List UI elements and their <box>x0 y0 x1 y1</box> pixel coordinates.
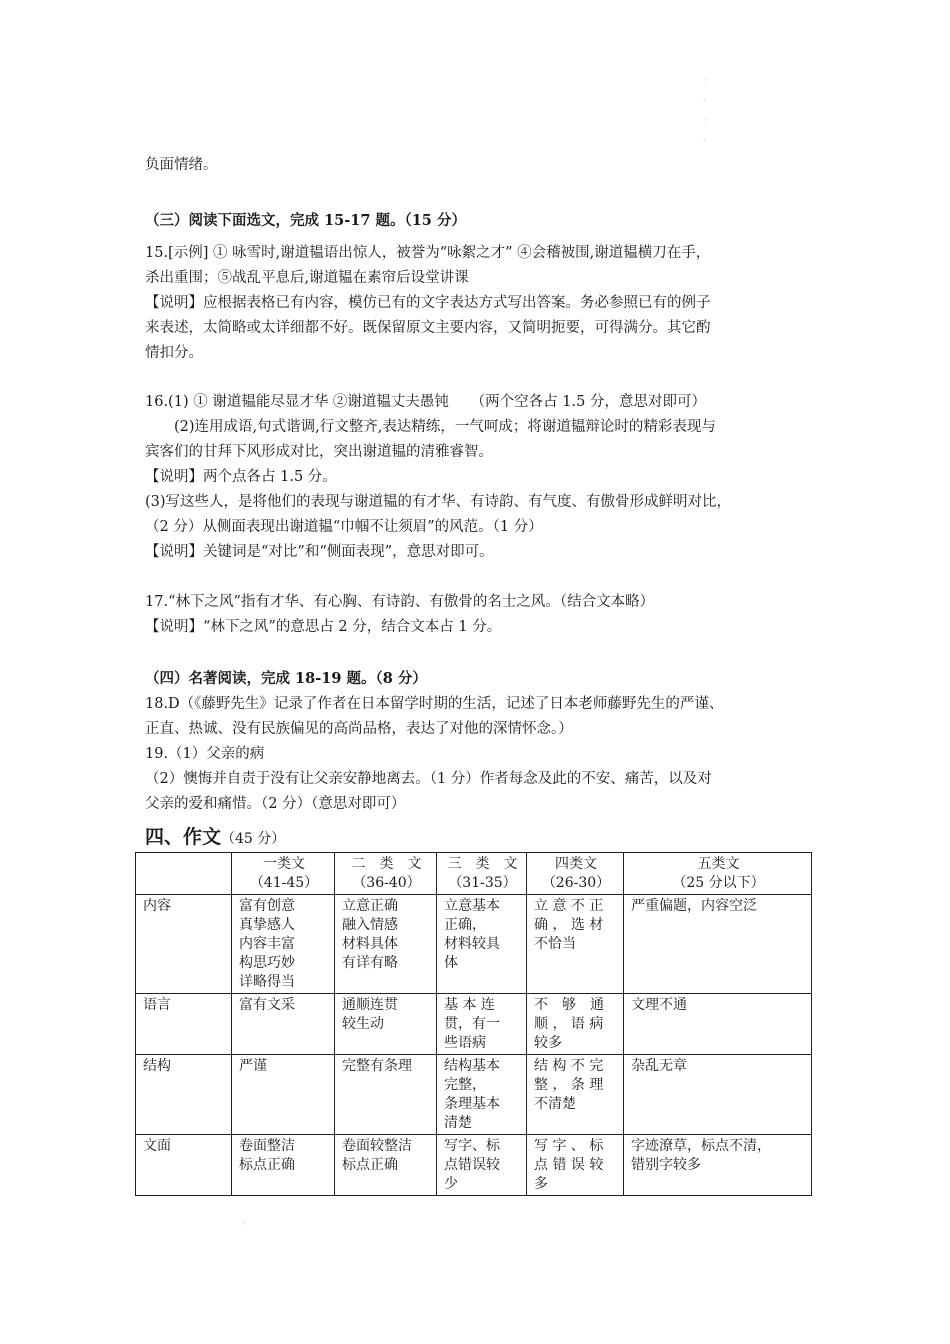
cell-text: 错别字较多 <box>631 1157 701 1173</box>
cell-text: 立意正确 <box>342 898 398 914</box>
margin-dot: · <box>703 76 706 85</box>
cell-text: 多 <box>534 1176 548 1192</box>
table-cell <box>232 1135 335 1196</box>
cell-text: 立意基本 <box>444 898 500 914</box>
cell-text: 标点正确 <box>342 1157 398 1173</box>
cell-text: 写 字 、 标 <box>534 1138 604 1154</box>
margin-dot: · <box>703 96 706 105</box>
q19-line: 19.（1）父亲的病 <box>145 746 265 762</box>
cell-text: 体 <box>444 955 458 971</box>
table-cell <box>624 1135 812 1196</box>
q16-line: (3)写这些人，是将他们的表现与谢道韫的有才华、有诗韵、有气度、有傲骨形成鲜明对比， <box>145 494 732 510</box>
header-text: （31-35） <box>448 875 517 891</box>
margin-dot: · <box>703 116 706 125</box>
cell-text: 些语病 <box>444 1035 486 1051</box>
q16-note: 【说明】两个点各占 1.5 分。 <box>145 469 337 485</box>
row-label: 语言 <box>136 994 232 1055</box>
table-cell <box>624 994 812 1055</box>
cell-text: 不恰当 <box>534 936 576 952</box>
q17-note: 【说明】“林下之风”的意思占 2 分，结合文本占 1 分。 <box>145 619 502 635</box>
q15-line: 杀出重围；⑤战乱平息后,谢道韫在素帘后设堂讲课 <box>145 270 469 286</box>
cell-text: 文理不通 <box>631 997 687 1013</box>
table-cell <box>624 895 812 994</box>
q16-line: （2 分）从侧面表现出谢道韫“巾帼不让须眉”的风范。（1 分） <box>145 519 543 535</box>
table-row <box>136 895 812 994</box>
table-cell <box>335 895 437 994</box>
cell-text: 贯，有一 <box>444 1016 500 1032</box>
cell-text: 点 错 误 较 <box>534 1157 604 1173</box>
table-row <box>136 1135 812 1196</box>
table-header-cell <box>335 853 437 895</box>
table-header-cell <box>232 853 335 895</box>
q19-line: 父亲的爱和痛惜。（2 分）（意思对即可） <box>145 796 406 812</box>
header-text: （36-40） <box>352 875 421 891</box>
table-cell <box>527 1055 624 1135</box>
cell-text: 立 意 不 正 <box>534 898 604 914</box>
cell-text: 点错误较 <box>444 1157 500 1173</box>
essay-grading-table <box>135 852 812 1196</box>
cell-text: 材料具体 <box>342 936 398 952</box>
q15-note: 【说明】应根据表格已有内容，模仿已有的文字表达方式写出答案。务必参照已有的例子 <box>145 295 711 311</box>
header-text: 二 类 文 <box>351 856 422 872</box>
table-cell <box>527 994 624 1055</box>
table-cell <box>437 895 527 994</box>
cell-text: 有详有略 <box>342 955 398 971</box>
table-row <box>136 994 812 1055</box>
q16-line: 16.(1) ① 谢道韫能尽显才华 ②谢道韫丈夫愚钝 （两个空各占 1.5 分，意思对即可） <box>145 394 706 410</box>
cell-text: 富有创意 <box>239 898 295 914</box>
q15-line: 15.[示例] ① 咏雪时,谢道韫语出惊人，被誉为“咏絮之才” ④会稽被围,谢道韫横刀在手， <box>145 245 711 261</box>
cell-text: 标点正确 <box>239 1157 295 1173</box>
cell-text: 严谨 <box>239 1058 267 1074</box>
cell-text: 严重偏题，内容空泛 <box>631 898 757 914</box>
table-cell <box>335 1135 437 1196</box>
table-cell <box>437 1135 527 1196</box>
cell-text: 顺 ， 语 病 <box>534 1016 604 1032</box>
cell-text: 结构基本 <box>444 1058 500 1074</box>
q18-line: 18.D（《藤野先生》记录了作者在日本留学时期的生活，记述了日本老师藤野先生的严谨、 <box>145 696 724 712</box>
header-text: （25 分以下） <box>672 875 765 891</box>
cell-text: 清楚 <box>444 1115 472 1131</box>
header-text: （26-30） <box>541 875 611 891</box>
cell-text: 正确， <box>444 917 486 933</box>
cell-text: 结 构 不 完 <box>534 1058 604 1074</box>
q15-note: 来表述，太简略或太详细都不好。既保留原文主要内容，又简明扼要，可得满分。其它酌 <box>145 320 711 336</box>
table-header-row <box>136 853 812 895</box>
header-text: （41-45） <box>249 875 319 891</box>
cell-text: 真挚感人 <box>239 917 295 933</box>
q19-line: （2）懊悔并自责于没有让父亲安静地离去。（1 分）作者每念及此的不安、痛苦，以及对 <box>145 771 712 787</box>
table-header-cell <box>624 853 812 895</box>
essay-heading: 四、作文（45 分） <box>145 826 286 848</box>
cell-text: 卷面整洁 <box>239 1138 295 1154</box>
cell-text: 少 <box>444 1176 458 1192</box>
cell-text: 不 够 通 <box>534 997 604 1013</box>
cell-text: 内容丰富 <box>239 936 295 952</box>
header-text: 五类文 <box>697 856 740 872</box>
header-text: 四类文 <box>555 856 597 872</box>
cell-text: 条理基本 <box>444 1096 500 1112</box>
table-cell <box>232 994 335 1055</box>
cell-text: 整 ， 条 理 <box>534 1077 604 1093</box>
q16-line: (2)连用成语,句式谐调,行文整齐,表达精练，一气呵成；将谢道韫辩论时的精彩表现与 <box>145 419 716 435</box>
header-text: 一类文 <box>263 856 305 872</box>
table-row <box>136 1055 812 1135</box>
margin-dot: · <box>703 136 706 145</box>
essay-points: （45 分） <box>221 831 286 847</box>
table-cell <box>232 895 335 994</box>
table-header-cell <box>136 853 232 895</box>
table-header-cell <box>527 853 624 895</box>
table-header-cell <box>437 853 527 895</box>
cell-text: 杂乱无章 <box>631 1058 687 1074</box>
cell-text: 完整有条理 <box>342 1058 412 1074</box>
q16-note: 【说明】关键词是“对比”和“侧面表现”，意思对即可。 <box>145 544 494 560</box>
continuation-text: 负面情绪。 <box>145 157 218 173</box>
section4-heading: （四）名著阅读，完成 18-19 题。（8 分） <box>145 670 427 687</box>
header-text: 三 类 文 <box>447 856 518 872</box>
q16-line: 宾客们的甘拜下风形成对比，突出谢道韫的清雅睿智。 <box>145 444 493 460</box>
cell-text: 材料较具 <box>444 936 500 952</box>
cell-text: 不清楚 <box>534 1096 576 1112</box>
table-cell <box>527 1135 624 1196</box>
cell-text: 写字、标 <box>444 1138 500 1154</box>
cell-text: 较生动 <box>342 1016 384 1032</box>
cell-text: 完整， <box>444 1077 486 1093</box>
cell-text: 确 ， 选 材 <box>534 917 604 933</box>
table-cell <box>527 895 624 994</box>
cell-text: 字迹潦草，标点不清， <box>631 1138 771 1154</box>
cell-text: 基 本 连 <box>444 997 495 1013</box>
table-cell <box>335 994 437 1055</box>
table-cell <box>624 1055 812 1135</box>
q15-note: 情扣分。 <box>145 345 203 361</box>
section3-heading: （三）阅读下面选文，完成 15-17 题。（15 分） <box>145 212 466 229</box>
cell-text: 详略得当 <box>239 974 295 990</box>
row-label: 文面 <box>136 1135 232 1196</box>
cell-text: 通顺连贯 <box>342 997 398 1013</box>
q17-line: 17.“林下之风”指有才华、有心胸、有诗韵、有傲骨的名士之风。（结合文本略） <box>145 594 655 610</box>
table-cell <box>437 994 527 1055</box>
page-mark: ⁝ <box>243 1218 246 1227</box>
row-label: 结构 <box>136 1055 232 1135</box>
cell-text: 融入情感 <box>342 917 398 933</box>
table-cell <box>335 1055 437 1135</box>
table-cell <box>232 1055 335 1135</box>
q18-line: 正直、热诚、没有民族偏见的高尚品格，表达了对他的深情怀念。） <box>145 721 573 737</box>
table-cell <box>437 1055 527 1135</box>
cell-text: 卷面较整洁 <box>342 1138 412 1154</box>
cell-text: 富有文采 <box>239 997 295 1013</box>
cell-text: 较多 <box>534 1035 562 1051</box>
cell-text: 构思巧妙 <box>239 955 295 971</box>
row-label: 内容 <box>136 895 232 994</box>
